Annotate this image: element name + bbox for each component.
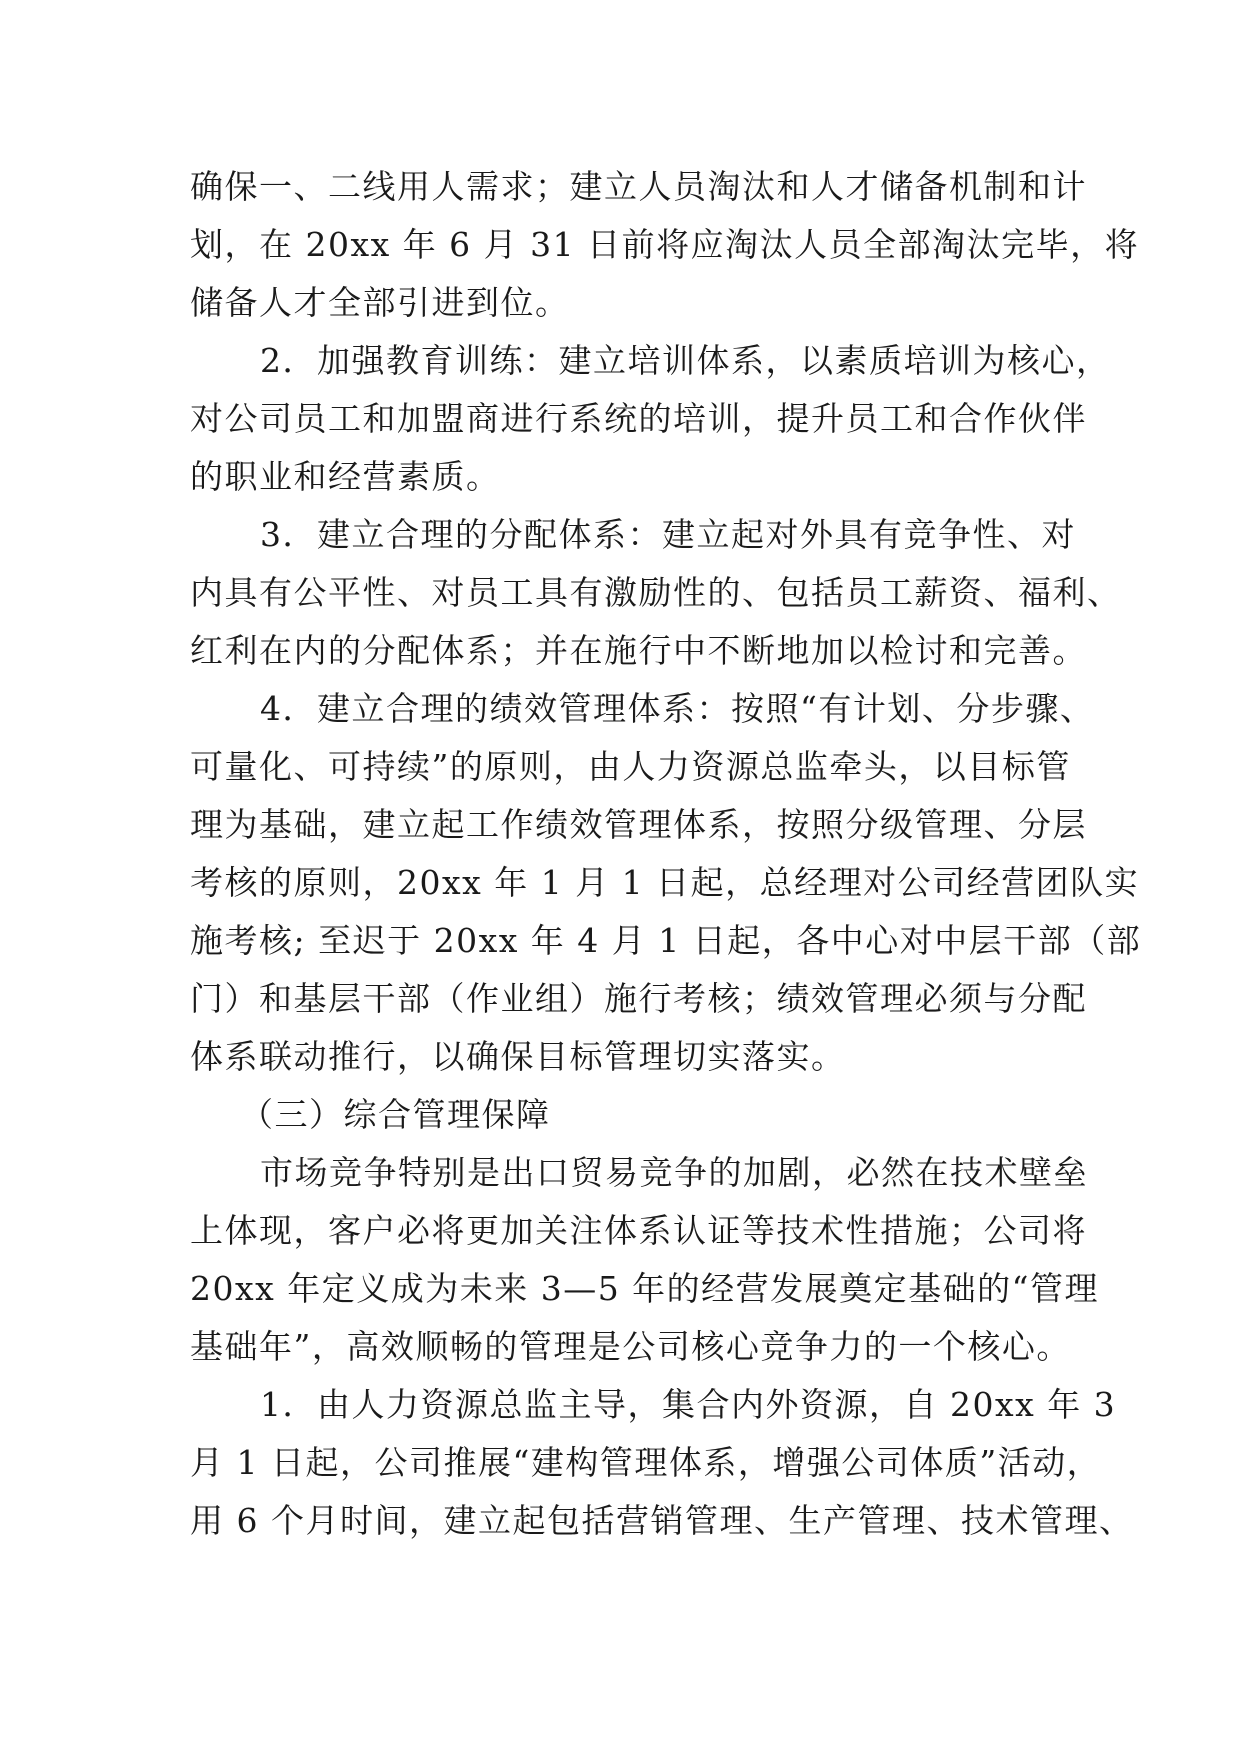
text-line: 划，在 20xx 年 6 月 31 日前将应淘汰人员全部淘汰完毕，将 [190, 225, 1140, 264]
text-line: 门）和基层干部（作业组）施行考核；绩效管理必须与分配 [190, 979, 1087, 1018]
text-line: 20xx 年定义成为未来 3—5 年的经营发展奠定基础的“管理 [190, 1269, 1100, 1308]
text-line: 1．由人力资源总监主导，集合内外资源，自 20xx 年 3 [260, 1385, 1117, 1424]
text-line: 理为基础，建立起工作绩效管理体系，按照分级管理、分层 [190, 805, 1087, 844]
body-text [190, 158, 1142, 1550]
text-line: 可量化、可持续”的原则，由人力资源总监牵头，以目标管 [190, 747, 1071, 786]
text-line: 施考核; 至迟于 20xx 年 4 月 1 日起，各中心对中层干部（部 [190, 921, 1142, 960]
text-line: 4．建立合理的绩效管理体系：按照“有计划、分步骤、 [260, 689, 1095, 728]
text-line: 对公司员工和加盟商进行系统的培训，提升员工和合作伙伴 [190, 399, 1087, 438]
text-line: 储备人才全部引进到位。 [190, 283, 570, 322]
text-line: 上体现，客户必将更加关注体系认证等技术性措施；公司将 [190, 1211, 1087, 1250]
text-line: 体系联动推行，以确保目标管理切实落实。 [190, 1037, 846, 1076]
text-line: 2．加强教育训练：建立培训体系，以素质培训为核心， [260, 341, 1111, 380]
section-heading: （三）综合管理保障 [240, 1095, 551, 1134]
text-line: 用 6 个月时间，建立起包括营销管理、生产管理、技术管理、 [190, 1501, 1134, 1540]
text-line: 基础年”，高效顺畅的管理是公司核心竞争力的一个核心。 [190, 1327, 1071, 1366]
text-line: 红利在内的分配体系；并在施行中不断地加以检讨和完善。 [190, 631, 1087, 670]
text-line: 内具有公平性、对员工具有激励性的、包括员工薪资、福利、 [190, 573, 1122, 612]
text-line: 确保一、二线用人需求；建立人员淘汰和人才储备机制和计 [190, 167, 1087, 206]
text-line: 的职业和经营素质。 [190, 457, 501, 496]
text-line: 市场竞争特别是出口贸易竞争的加剧，必然在技术壁垒 [260, 1153, 1088, 1192]
text-line: 考核的原则，20xx 年 1 月 1 日起，总经理对公司经营团队实 [190, 863, 1140, 902]
text-line: 月 1 日起，公司推展“建构管理体系，增强公司体质”活动， [190, 1443, 1102, 1482]
text-line: 3．建立合理的分配体系：建立起对外具有竞争性、对 [260, 515, 1076, 554]
